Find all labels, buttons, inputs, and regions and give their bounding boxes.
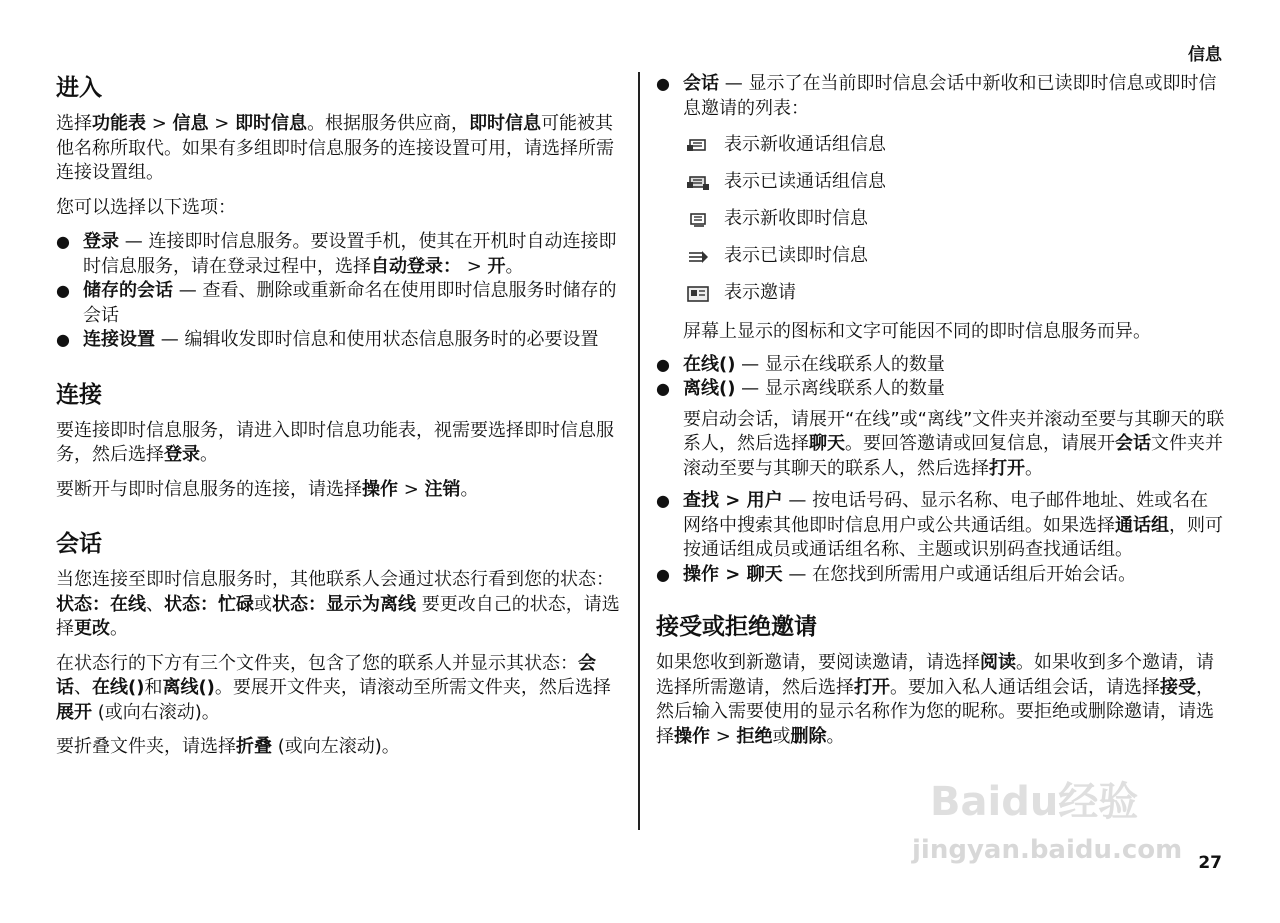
text: — 显示在线联系人的数量 — [735, 353, 945, 375]
term: 拒绝 — [736, 725, 773, 747]
term: 离线() — [162, 677, 215, 698]
term: 状态：显示为离线 — [272, 593, 416, 615]
text: 、 — [146, 593, 164, 615]
paragraph: 您可以选择以下选项： — [56, 196, 236, 218]
left-column — [56, 72, 626, 774]
right-column — [656, 72, 1226, 763]
paragraph — [56, 568, 626, 642]
paragraph — [656, 408, 1226, 482]
read-group-message-icon — [686, 174, 710, 192]
text: 或 — [254, 593, 272, 615]
text: 当您连接至即时信息服务时，其他联系人会通过状态行看到您的状态： — [56, 569, 614, 590]
icon-legend-row — [686, 238, 1226, 275]
term: 通话组 — [1115, 514, 1169, 536]
new-group-message-icon — [686, 137, 710, 155]
term: 操作 > 聊天 — [683, 563, 783, 585]
text: > — [398, 478, 425, 500]
section-connect — [56, 379, 626, 503]
term: 登录 — [83, 231, 119, 252]
list-item — [656, 377, 1226, 402]
column-divider — [638, 72, 640, 830]
text: 。 — [110, 618, 128, 639]
text: 如果您收到新邀请，要阅读邀请，请选择 — [656, 652, 980, 673]
new-instant-message-icon — [686, 211, 710, 229]
list-item — [656, 72, 1226, 121]
section-accept-reject — [656, 611, 1226, 749]
text: 。要加入私人通话组会话，请选择 — [890, 676, 1160, 698]
list-item — [656, 353, 1226, 378]
option-list — [656, 72, 1226, 121]
text: ，则可按通话组成员或通话组名称、主题或识别码查找通话组。 — [683, 514, 1223, 560]
text: 要启动会话，请展开“在线”或“离线”文件夹并滚动至要与其聊天的联系人，然后选择 — [683, 408, 1225, 454]
paragraph — [56, 112, 626, 186]
icon-legend-label: 表示新收通话组信息 — [724, 134, 886, 156]
term: 操作 — [674, 725, 710, 747]
text: 在状态行的下方有三个文件夹，包含了您的联系人并显示其状态： — [56, 652, 578, 674]
term: 状态：在线 — [56, 593, 146, 615]
term: 会话 — [1115, 433, 1151, 454]
heading-accept-reject: 接受或拒绝邀请 — [656, 614, 817, 640]
icon-legend-row — [686, 201, 1226, 238]
term: 在线() — [92, 677, 145, 698]
icon-legend-label: 表示已读即时信息 — [724, 245, 868, 267]
text: 文件夹并滚动至要与其聊天的联系人，然后选择 — [683, 433, 1223, 479]
text: (或向左滚动)。 — [272, 736, 400, 757]
term: 离线() — [683, 378, 736, 399]
icon-legend-row — [686, 275, 1226, 312]
icon-legend-label: 表示邀请 — [724, 282, 796, 304]
term: 会话 — [683, 73, 719, 94]
term: 展开 — [56, 701, 92, 723]
text: — 在您找到所需用户或通话组后开始会话。 — [782, 563, 1137, 585]
page-number: 27 — [1198, 853, 1222, 873]
invitation-icon — [686, 285, 710, 303]
icon-legend-row — [686, 127, 1226, 164]
text: > — [146, 113, 173, 134]
list-item — [56, 328, 626, 353]
term: 登录 — [164, 444, 200, 465]
paragraph — [56, 419, 626, 468]
text: 。 — [1025, 457, 1043, 479]
heading-conversation: 会话 — [56, 531, 102, 557]
term: 操作 — [362, 478, 398, 500]
term: 打开 — [989, 457, 1025, 479]
paragraph — [656, 651, 1226, 749]
text: — 连接即时信息服务。要设置手机，使其在开机时自动连接即时信息服务，请在登录过程中，选择 — [83, 231, 617, 277]
heading-enter: 进入 — [56, 75, 102, 101]
text: 或 — [772, 725, 791, 747]
watermark-logo: Baidu经验 — [930, 779, 1139, 825]
icon-legend-row — [686, 164, 1226, 201]
list-item — [656, 489, 1226, 563]
text: 。 — [460, 478, 479, 500]
text: 要更改自己的状态，请选择 — [56, 593, 620, 639]
text: 。 — [505, 255, 524, 277]
text: 。根据服务供应商， — [307, 113, 470, 134]
text: > — [710, 725, 737, 747]
term: 即时信息 — [235, 113, 308, 134]
icon-legend-label: 表示已读通话组信息 — [724, 171, 886, 193]
text: 。 — [200, 444, 218, 465]
icon-legend — [686, 127, 1226, 312]
text: 。如果收到多个邀请，请选择所需邀请，然后选择 — [656, 652, 1214, 698]
term: 自动登录： — [371, 255, 461, 277]
text: — 显示离线联系人的数量 — [735, 378, 945, 399]
paragraph — [56, 652, 626, 726]
term: 查找 > 用户 — [683, 490, 783, 511]
term: 状态：忙碌 — [164, 593, 254, 615]
running-header: 信息 — [1188, 45, 1222, 65]
term: 更改 — [74, 618, 110, 639]
icon-legend-label: 表示新收即时信息 — [724, 208, 868, 230]
term: 连接设置 — [83, 329, 155, 350]
term: 注销 — [424, 478, 461, 500]
text: 、 — [74, 677, 92, 698]
text: 。要展开文件夹，请滚动至所需文件夹，然后选择 — [214, 677, 611, 698]
text: 要连接即时信息服务，请进入即时信息功能表，视需要选择即时信息服务，然后选择 — [56, 419, 614, 465]
term: 阅读 — [980, 652, 1016, 673]
term: 打开 — [854, 676, 890, 698]
text: — 编辑收发即时信息和使用状态信息服务时的必要设置 — [155, 329, 599, 350]
list-item — [656, 563, 1226, 588]
text: 。要回答邀请或回复信息，请展开 — [845, 433, 1115, 454]
watermark-url: jingyan.baidu.com — [912, 835, 1183, 865]
term: 功能表 — [92, 113, 146, 134]
list-item — [56, 279, 626, 328]
option-list — [656, 489, 1226, 587]
term: 在线() — [683, 353, 736, 375]
option-list — [656, 353, 1226, 402]
term: 储存的会话 — [83, 280, 173, 301]
text: 可能被其他名称所取代。如果有多组即时信息服务的连接设置可用，请选择所需连接设置组。 — [56, 113, 614, 183]
text: (或向右滚动)。 — [92, 701, 220, 723]
text: — 查看、删除或重新命名在使用即时信息服务时储存的会话 — [83, 280, 617, 326]
section-conversation — [56, 528, 626, 760]
text: — 显示了在当前即时信息会话中新收和已读即时信息或即时信息邀请的列表： — [683, 73, 1217, 119]
section-enter — [56, 72, 626, 353]
term: 接受 — [1160, 676, 1196, 698]
text: 要折叠文件夹，请选择 — [56, 736, 236, 757]
text: 要断开与即时信息服务的连接，请选择 — [56, 478, 362, 500]
term: 折叠 — [236, 736, 272, 757]
term: 删除 — [790, 725, 827, 747]
text: 和 — [144, 677, 163, 698]
option-list — [56, 230, 626, 353]
paragraph: 屏幕上显示的图标和文字可能因不同的即时信息服务而异。 — [683, 321, 1151, 342]
term: 会话 — [56, 652, 596, 698]
text: — 按电话号码、显示名称、电子邮件地址、姓或名在网络中搜索其他即时信息用户或公共通话组。如果选择 — [683, 490, 1209, 536]
text: > — [208, 113, 236, 134]
paragraph — [56, 735, 626, 760]
term: 聊天 — [809, 433, 845, 454]
text: 。 — [826, 725, 845, 747]
text: ，然后输入需要使用的显示名称作为您的昵称。要拒绝或删除邀请，请选择 — [656, 676, 1214, 747]
heading-connect: 连接 — [56, 381, 102, 408]
term: 即时信息 — [469, 113, 542, 134]
text: 选择 — [56, 113, 92, 134]
paragraph — [56, 478, 626, 503]
list-item — [56, 230, 626, 279]
read-instant-message-icon — [686, 248, 710, 266]
text: > — [461, 255, 488, 277]
term: 开 — [487, 255, 506, 277]
term: 信息 — [172, 113, 209, 134]
